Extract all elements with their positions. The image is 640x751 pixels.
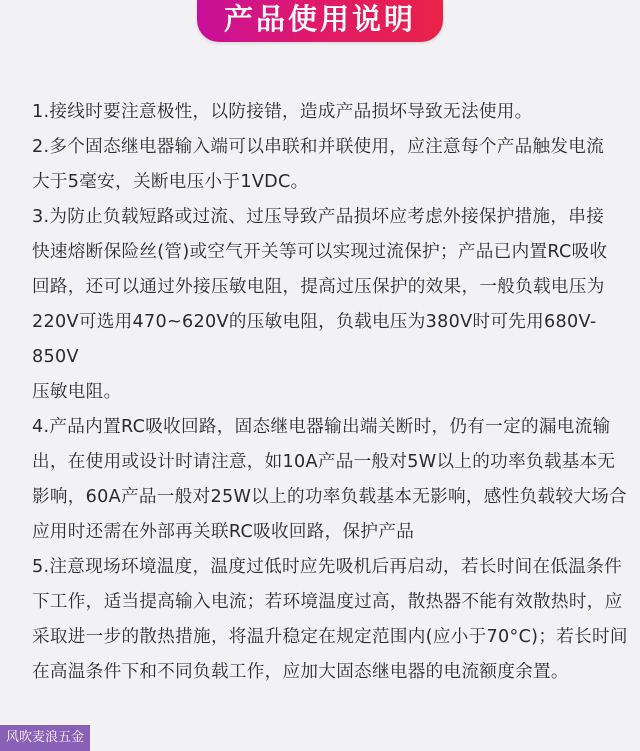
instruction-item-5: 5.注意现场环境温度，温度过低时应先吸机后再启动，若长时间在低温条件 下工作，适当提高输入电流；若环境温度过高，散热器不能有效散热时，应 采取进一步的散热措施，将温升稳定在规定范围内(应小于70°C)；若长时间 在高温条件下和不同负载工作，应加大固态继电器的电流额度余置。	[32, 557, 628, 682]
instruction-item-4: 4.产品内置RC吸收回路，固态继电器输出端关断时，仍有一定的漏电流输 出，在使用或设计时请注意，如10A产品一般对5W以上的功率负载基本无 影响，60A产品一般对25W以上的功率负载基本无影响，感性负载较大场合 应用时还需在外部再关联RC吸收回路，保护产品	[32, 417, 627, 542]
instruction-item-3: 3.为防止负载短路或过流、过压导致产品损坏应考虑外接保护措施，串接 快速熔断保险丝(管)或空气开关等可以实现过流保护；产品已内置RC吸收 回路，还可以通过外接压敏电阻，提高过压保护的效果，一般负载电压为 220V可选用470~620V的压敏电阻，负载电压为380V时可先用680V-850V 压敏电阻。	[32, 207, 608, 402]
instructions-list	[32, 95, 628, 690]
title-banner	[197, 0, 443, 42]
watermark-label: 风吹麦浪五金	[0, 725, 90, 751]
instruction-item-2: 2.多个固态继电器输入端可以串联和并联使用，应注意每个产品触发电流 大于5毫安，关断电压小于1VDC。	[32, 137, 605, 192]
page-title: 产品使用说明	[223, 1, 416, 36]
instruction-item-1: 1.接线时要注意极性，以防接错，造成产品损坏导致无法使用。	[32, 102, 533, 122]
